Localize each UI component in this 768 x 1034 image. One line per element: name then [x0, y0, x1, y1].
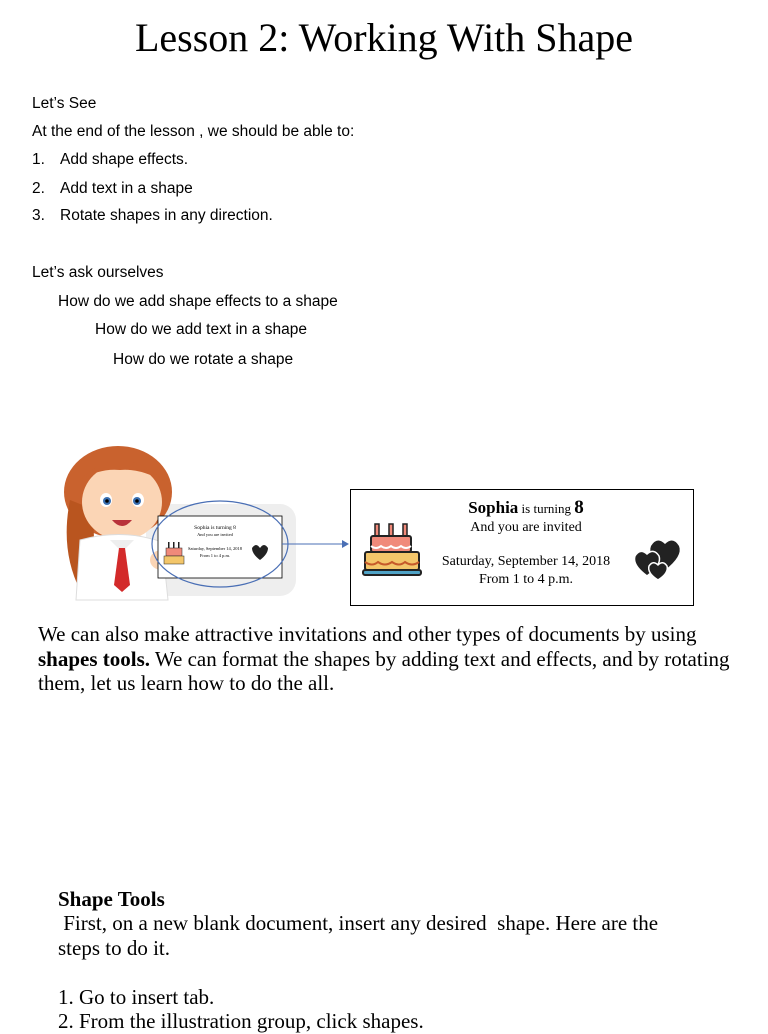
- step-2: 2. From the illustration group, click shapes.: [58, 1009, 424, 1033]
- shape-tools-line-2: steps to do it.: [58, 936, 171, 960]
- party-date: Saturday, September 14, 2018: [441, 554, 611, 569]
- mini-line-1: Sophia is turning 8: [194, 525, 236, 531]
- invited-text: And you are invited: [470, 520, 582, 535]
- mini-line-2: And you are invited: [197, 532, 233, 537]
- paragraph-part-1: We can also make attractive invitations and other types of documents by using: [38, 622, 697, 646]
- page-title: Lesson 2: Working With Shape: [134, 15, 634, 60]
- mini-line-4: From 1 to 4 p.m.: [199, 553, 231, 558]
- objective-text: Rotate shapes in any direction.: [60, 207, 273, 224]
- shape-tools-line-1: First, on a new blank document, insert any desired shape. Here are the: [58, 911, 659, 935]
- intro-paragraph: [38, 622, 738, 696]
- girl-holding-invitation-illustration: [50, 440, 350, 620]
- birthday-cake-icon: [361, 520, 425, 584]
- question-item: How do we add shape effects to a shape: [58, 293, 338, 310]
- objective-text: Add text in a shape: [60, 180, 193, 197]
- objective-lead: At the end of the lesson , we should be able to:: [32, 123, 355, 140]
- hearts-icon: [633, 536, 683, 582]
- objective-number: 2.: [32, 180, 45, 197]
- mini-line-3: Saturday, September 14, 2018: [187, 546, 243, 551]
- objective-number: 1.: [32, 151, 45, 168]
- turning-text: is turning: [518, 501, 575, 516]
- ask-heading: Let’s ask ourselves: [32, 264, 164, 281]
- shape-tools-heading: Shape Tools: [58, 887, 165, 911]
- objective-text: Add shape effects.: [60, 151, 189, 168]
- lets-see-heading: Let’s See: [32, 95, 97, 112]
- invitee-name: Sophia: [468, 498, 519, 517]
- invitation-headline: [431, 497, 621, 519]
- step-1: 1. Go to insert tab.: [58, 985, 215, 1009]
- party-time: From 1 to 4 p.m.: [478, 572, 574, 587]
- paragraph-part-2: We can format the shapes by adding text and effects, and by rotating them, let us learn how to do the all.: [38, 646, 730, 695]
- age-number: 8: [574, 497, 584, 518]
- objective-item: [32, 180, 193, 198]
- question-item: How do we rotate a shape: [113, 351, 294, 368]
- question-item: How do we add text in a shape: [95, 321, 307, 338]
- objective-number: 3.: [32, 207, 45, 224]
- invitation-card: [350, 489, 694, 606]
- paragraph-bold: shapes tools.: [38, 646, 151, 671]
- objective-item: [32, 207, 273, 225]
- objective-item: [32, 151, 188, 169]
